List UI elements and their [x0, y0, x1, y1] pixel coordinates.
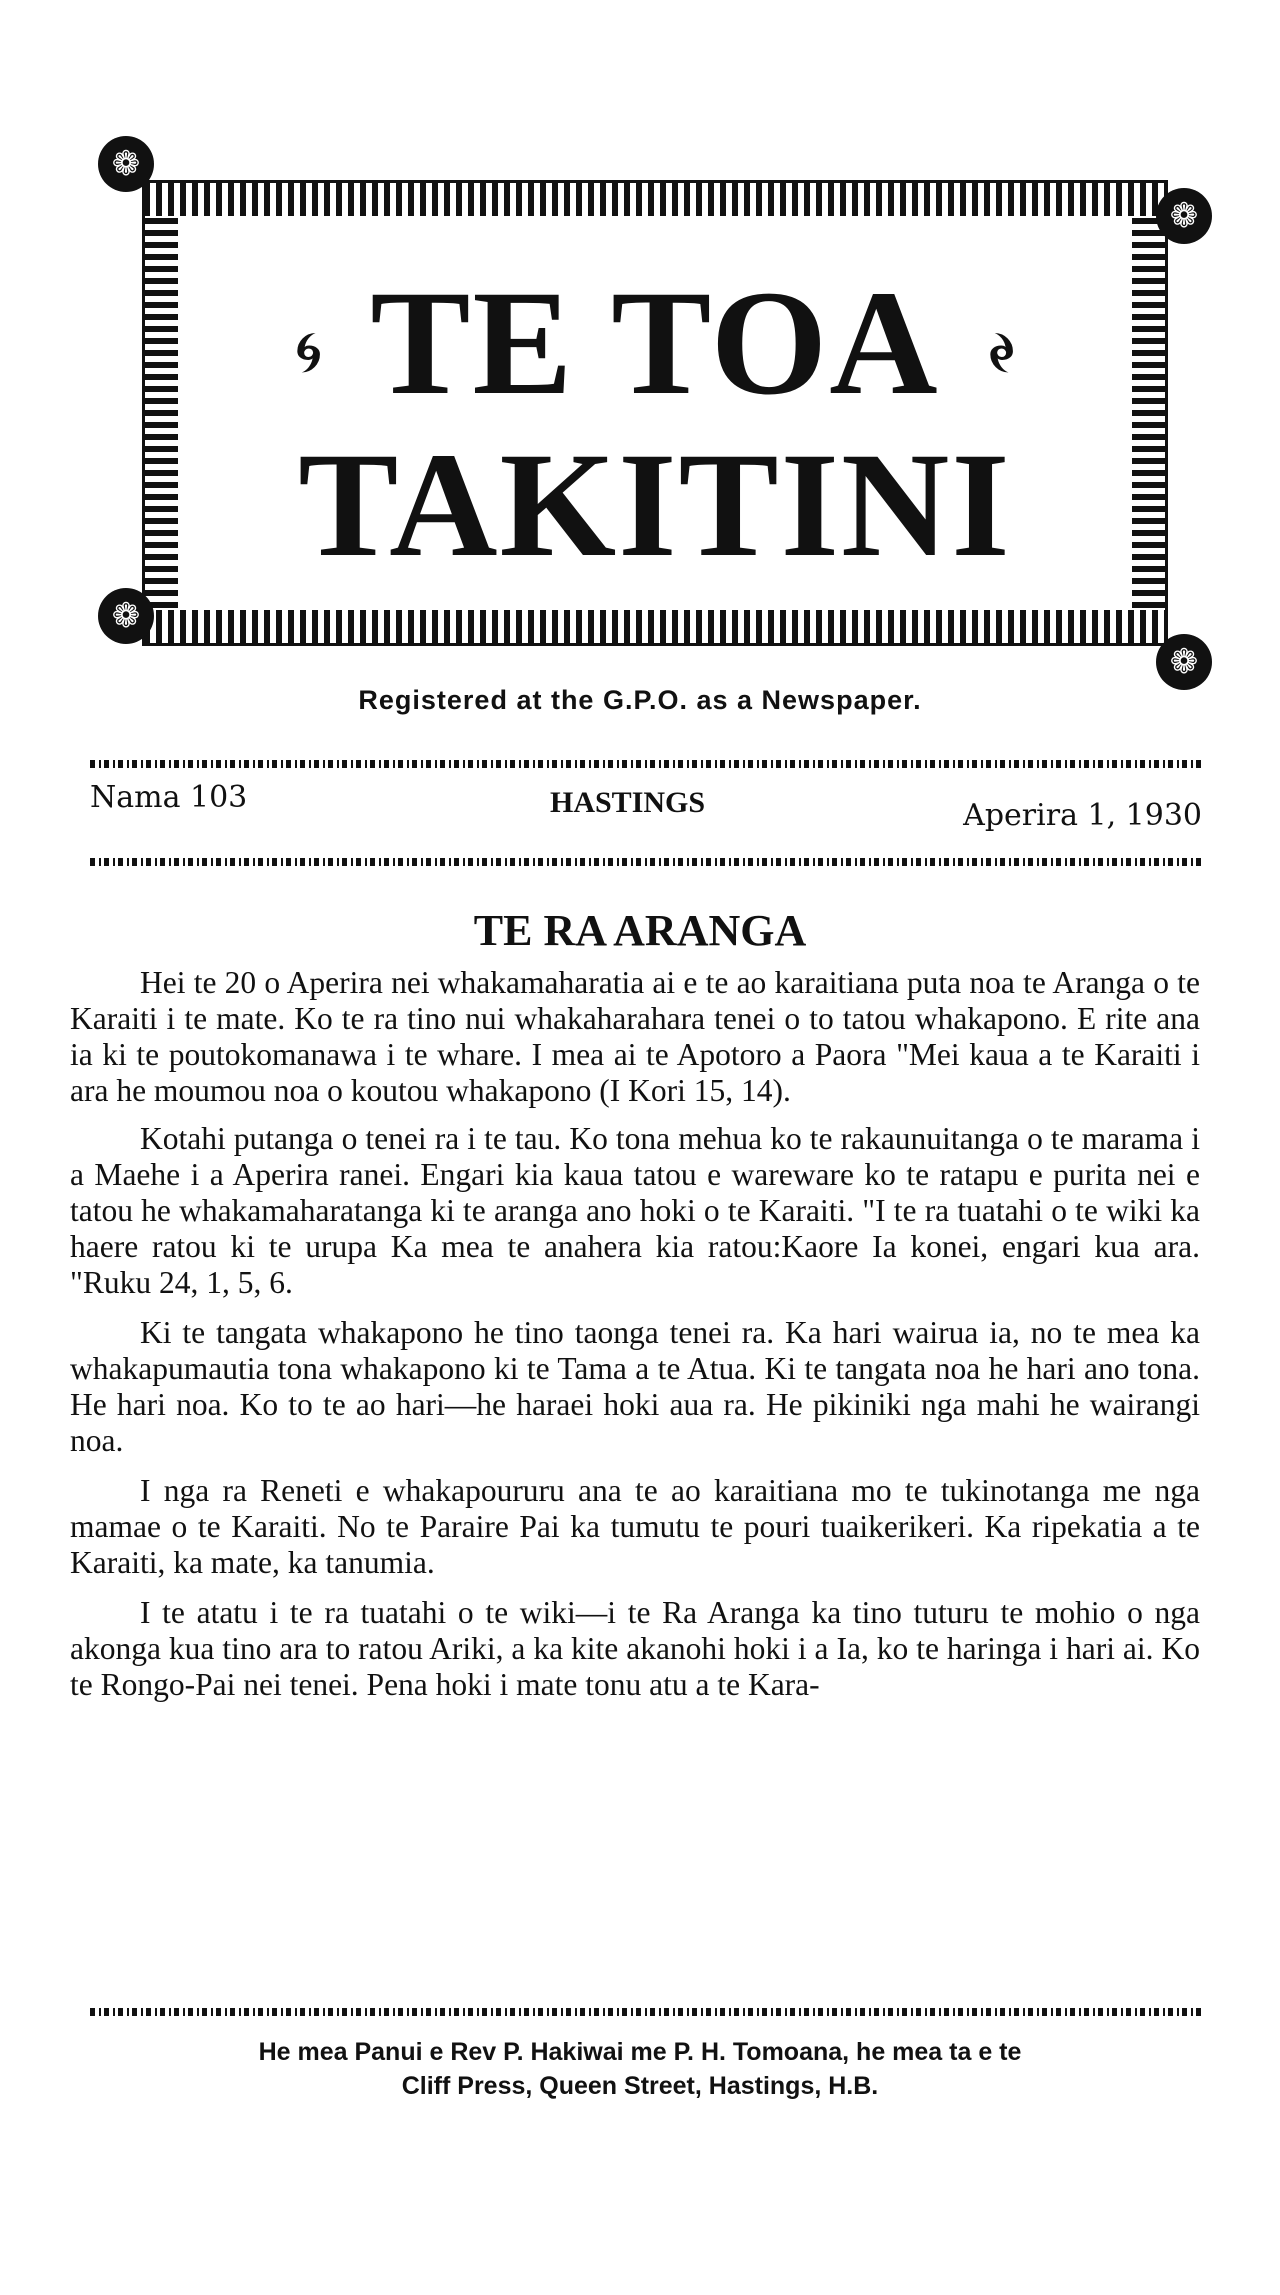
registration-note: Registered at the G.P.O. as a Newspaper.	[358, 685, 922, 715]
dotted-rule-bottom	[90, 858, 1202, 866]
corner-ornament-icon: ❁	[98, 588, 154, 644]
article-paragraph: Ki te tangata whakapono he tino taonga tenei ra. Ka hari wairua ia, no te mea ka whakapumautia tona whakapono ki te Tama a te Atua. Ki te tangata noa he hari ano tona. He hari noa. Ko to te ao hari—he haraei hoki aua ra. He pikiniki nga mahi he wairangi noa.	[70, 1315, 1200, 1458]
masthead-title-line1: TE TOA	[370, 260, 940, 426]
issue-date: Aperira 1, 1930	[963, 798, 1202, 833]
corner-ornament-icon: ❁	[1156, 634, 1212, 690]
issue-info-row	[90, 780, 1202, 833]
masthead	[110, 144, 1200, 682]
spiral-ornament-icon: 🌀︎	[987, 318, 1015, 386]
footer-line2: Cliff Press, Queen Street, Hastings, H.B.	[401, 2072, 879, 2100]
publisher-footer	[0, 2035, 1280, 2103]
issue-number: Nama 103	[90, 780, 248, 815]
article-headline: TE RA ARANGA	[473, 906, 807, 955]
article-paragraph: Hei te 20 o Aperira nei whakamaharatia ai e te ao karaitiana puta noa te Aranga o te Karaiti i te mate. Ko te ra tino nui whakaharahara tenei o to tatou whakapono. E rite ana ia ki te poutokomanawa i te whare. I mea ai te Apotoro a Paora "Mei kaua a te Karaiti i ara he moumou noa o koutou whakapono (I Kori 15, 14).	[70, 965, 1200, 1108]
dotted-rule-top	[90, 760, 1202, 768]
article-paragraph: I te atatu i te ra tuatahi o te wiki—i te Ra Aranga ka tino tuturu te mohio o nga akonga kua tino ara to ratou Ariki, a ka kite akanohi hoki i a Ia, ko te haringa i hari ai. Ko te Rongo-Pai nei tenei. Pena hoki i mate tonu atu a te Kara-	[70, 1595, 1200, 1702]
corner-ornament-icon: ❁	[98, 136, 154, 192]
corner-ornament-icon: ❁	[1156, 188, 1212, 244]
masthead-title-line2: TAKITINI	[298, 422, 1012, 588]
article-paragraph: Kotahi putanga o tenei ra i te tau. Ko tona mehua ko te rakaunuitanga o te marama i a Maehe i a Aperira ranei. Engari kia kaua tatou e wareware ko te ratapu e purita nei e tatou he whakamaharatanga ki te aranga ano hoki o te Karaiti. "I te ra tuatahi o te wiki ka haere ratou ki te urupa Ka mea te anahera kia ratou:Kaore Ia konei, engari kua ara. "Ruku 24, 1, 5, 6.	[70, 1121, 1200, 1300]
footer-line1: He mea Panui e Rev P. Hakiwai me P. H. Tomoana, he mea ta e te	[258, 2038, 1022, 2066]
article-body	[70, 965, 1200, 1717]
issue-place: HASTINGS	[550, 786, 706, 819]
dotted-rule-footer	[90, 2008, 1202, 2016]
article-paragraph: I nga ra Reneti e whakapoururu ana te ao karaitiana mo te tukinotanga me nga mamae o te Karaiti. No te Paraire Pai ka tumutu te pouri tuaikerikeri. Ka ripekatia a te Karaiti, ka mate, ka tanumia.	[70, 1473, 1200, 1580]
spiral-ornament-icon: 🌀︎	[295, 318, 323, 386]
